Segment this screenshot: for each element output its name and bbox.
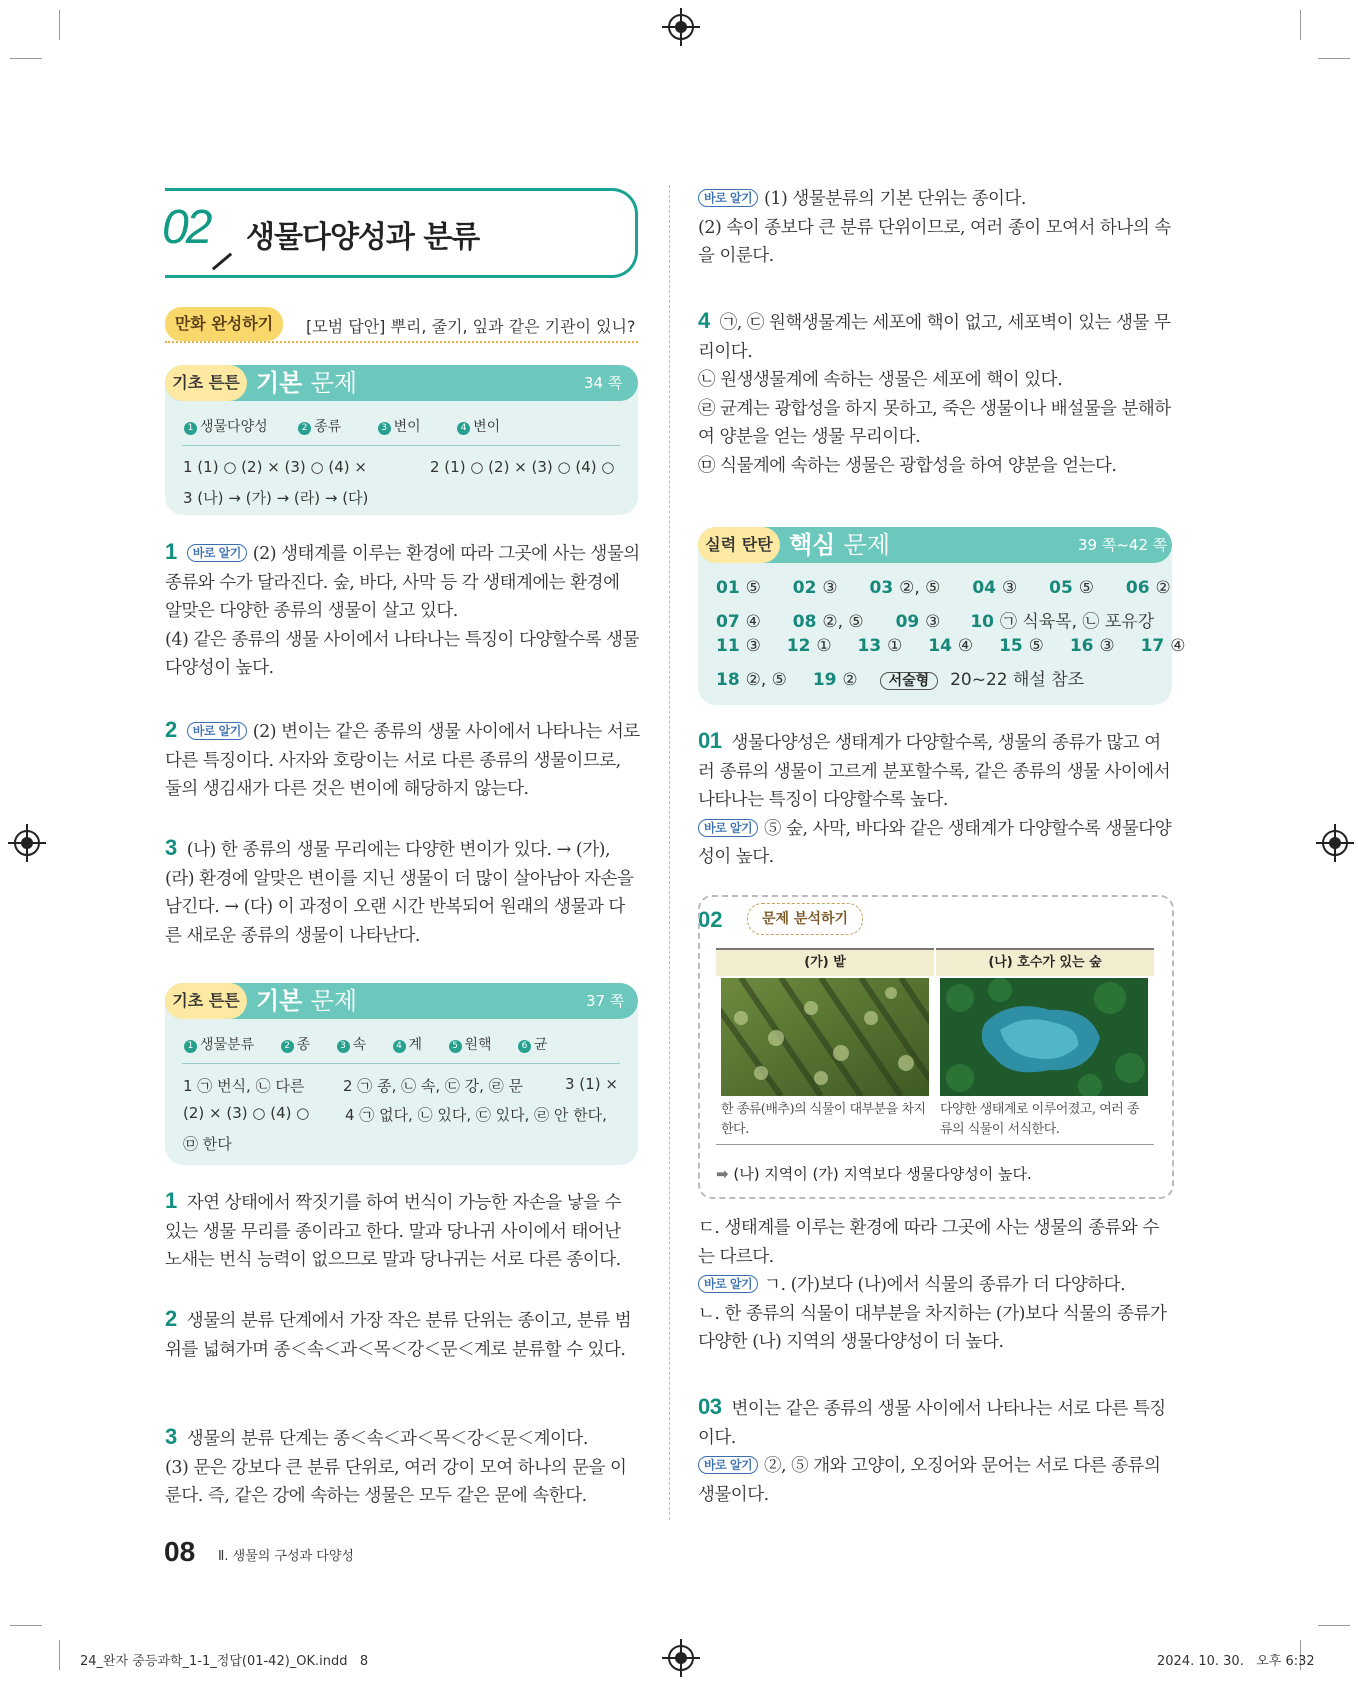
basic1-keywords: 1 생물다양성 2 종류 3 변이 4 변이 <box>184 416 500 436</box>
basic1-answer-1: 1 (1) ○ (2) × (3) ○ (4) × <box>183 458 367 476</box>
essay-ref: 20~22 해설 참조 <box>950 670 1085 690</box>
left-answer-b2: 2 생물의 분류 단계에서 가장 작은 분류 단위는 종이고, 분류 범위를 넓혀가며 종＜속＜과＜목＜강＜문＜계로 분류할 수 있다. <box>165 1306 632 1360</box>
chapter-title: 생물다양성과 분류 <box>246 220 480 255</box>
conclusion: ➡ (나) 지역이 (가) 지역보다 생물다양성이 높다. <box>716 1165 1032 1183</box>
col-b-note: 다양한 생태계로 이루어졌고, 여러 종류의 식물이 서식한다. <box>940 1102 1140 1137</box>
crop-mark <box>1318 58 1350 59</box>
col-a-header: (가) 밭 <box>716 948 934 976</box>
left-answer-3: 3 (나) 한 종류의 생물 무리에는 다양한 변이가 있다. → (가), (라) 환경에 알맞은 변이를 지닌 생물이 더 많이 살아남아 자손을 남긴다. → (다) 이 과정이 오랜 시간 반복되어 원래의 생물과 다른 새로운 종류의 생물이 나타난다. <box>165 835 634 946</box>
page-number: 08 <box>164 1536 196 1567</box>
crop-mark <box>10 58 42 59</box>
basic2-answer-1: 1 ㉠ 번식, ㉡ 다른 <box>183 1077 305 1095</box>
field-photo <box>721 978 929 1096</box>
right-answer-4: 4 ㉠, ㉢ 원핵생물계는 세포에 핵이 없고, 세포벽이 있는 생물 무리이다. ㉡ 원생생물계에 속하는 생물은 세포에 핵이 있다. ㉣ 균계는 광합성을 하지 못하고, 죽은 생물이나 배설물을 분해하여 양분을 얻는 생물 무리이다. ㉤ 식물계에 속하는 생물은 광합성을 하여 양분을 얻는다. <box>698 308 1171 476</box>
basic2-page: 37 쪽 <box>586 992 625 1010</box>
slug-date: 2024. 10. 30. 오후 6:32 <box>1157 1654 1315 1669</box>
basic2-answer-5: 4 ㉠ 없다, ㉡ 있다, ㉢ 있다, ㉣ 안 한다, <box>345 1106 607 1124</box>
left-answer-b1: 1 자연 상태에서 짝짓기를 하여 번식이 가능한 자손을 낳을 수 있는 생물 무리를 종이라고 한다. 말과 당나귀 사이에서 태어난 노새는 번식 능력이 없으므로 말과 당나귀는 서로 다른 종이다. <box>165 1188 621 1270</box>
crop-mark <box>1318 1625 1350 1626</box>
basic2-name: 기본 문제 <box>256 987 358 1015</box>
manhwa-tag: 만화 완성하기 <box>165 307 283 341</box>
basic2-keywords: 1 생물분류 2 종 3 속 4 계 5 원핵 6 균 <box>184 1034 548 1054</box>
basic1-answer-3: 3 (나) → (가) → (라) → (다) <box>183 489 369 507</box>
analysis-tag: 문제 분석하기 <box>747 903 863 935</box>
column-divider <box>669 185 670 1520</box>
manhwa-answer: [모범 답안] 뿌리, 줄기, 잎과 같은 기관이 있니? <box>306 317 636 336</box>
crop-mark <box>59 1640 60 1670</box>
table-bottom-rule <box>716 1144 1154 1145</box>
basic2-tag: 기초 튼튼 <box>165 983 247 1019</box>
manhwa-underline <box>165 341 638 343</box>
lake-forest-photo <box>940 978 1148 1096</box>
right-answer-03: 03 변이는 같은 종류의 생물 사이에서 나타나는 서로 다른 특징이다. 바로 알기 ②, ⑤ 개와 고양이, 오징어와 문어는 서로 다른 종류의 생물이다. <box>698 1394 1166 1505</box>
basic1-divider <box>182 445 620 446</box>
crop-mark <box>1300 10 1301 40</box>
col-a-note: 한 종류(배추)의 식물이 대부분을 차지한다. <box>721 1102 926 1137</box>
basic2-answer-6: ㉤ 한다 <box>183 1135 232 1153</box>
left-answer-1: 1 바로 알기 (2) 생태계를 이루는 환경에 따라 그곳에 사는 생물의 종류와 수가 달라진다. 숲, 바다, 사막 등 각 생태계에는 환경에 알맞은 다양한 종류의 생물이 살고 있다. (4) 같은 종류의 생물 사이에서 나타나는 특징이 다양할수록 생물다양성이 높다. <box>165 539 640 678</box>
right-answer-01: 01 생물다양성은 생태계가 다양할수록, 생물의 종류가 많고 여러 종류의 생물이 고르게 분포할수록, 같은 종류의 생물 사이에서 나타나는 특징이 다양할수록 높다. 바로 알기 ⑤ 숲, 사막, 바다와 같은 생태계가 다양할수록 생물다양성이 높다. <box>698 728 1172 867</box>
basic2-answer-3: 3 (1) × <box>565 1075 618 1093</box>
registration-mark <box>14 830 40 856</box>
unit-title: Ⅱ. 생물의 구성과 다양성 <box>218 1549 354 1564</box>
right-top-answer: 바로 알기 (1) 생물분류의 기본 단위는 종이다. (2) 속이 종보다 큰 분류 단위이므로, 여러 종이 모여서 하나의 속을 이룬다. <box>698 189 1171 266</box>
core-row-1: 01 ⑤ 02 ③ 03 ②, ⑤ 04 ③ 05 ⑤ 06 ② <box>716 578 1171 598</box>
chapter-number: 02 <box>162 201 210 254</box>
basic2-answer-4: (2) × (3) ○ (4) ○ <box>183 1104 310 1122</box>
registration-mark <box>668 1645 694 1671</box>
col-b-header: (나) 호수가 있는 숲 <box>936 948 1154 976</box>
crop-mark <box>59 10 60 40</box>
registration-mark <box>668 14 694 40</box>
arrow-icon: ➡ <box>716 1165 729 1183</box>
core-tag: 실력 탄탄 <box>698 527 780 563</box>
right-answer-02: ㄷ. 생태계를 이루는 환경에 따라 그곳에 사는 생물의 종류와 수는 다르다. 바로 알기 ㄱ. (가)보다 (나)에서 식물의 종류가 더 다양하다. ㄴ. 한 종류의 식물이 대부분을 차지하는 (가)보다 식물의 종류가 다양한 (나) 지역의 생물다양성이 더 높다. <box>698 1218 1167 1352</box>
essay-tag: 서술형 <box>880 672 939 690</box>
core-page: 39 쪽~42 쪽 <box>1078 536 1168 554</box>
basic1-answer-2: 2 (1) ○ (2) × (3) ○ (4) ○ <box>430 458 615 476</box>
basic1-name: 기본 문제 <box>256 369 358 397</box>
q02-number: 02 <box>698 907 723 932</box>
basic1-page: 34 쪽 <box>584 374 623 392</box>
core-row-3: 11 ③ 12 ① 13 ① 14 ④ 15 ⑤ 16 ③ 17 ④ <box>716 636 1186 656</box>
left-answer-b3: 3 생물의 분류 단계는 종＜속＜과＜목＜강＜문＜계이다. (3) 문은 강보다 큰 분류 단위로, 여러 강이 모여 하나의 문을 이룬다. 즉, 같은 강에 속하는 생물은 모두 같은 문에 속한다. <box>165 1424 627 1506</box>
left-answer-2: 2 바로 알기 (2) 변이는 같은 종류의 생물 사이에서 나타나는 서로 다른 특징이다. 사자와 호랑이는 서로 다른 종류의 생물이므로, 둘의 생김새가 다른 것은 변이에 해당하지 않는다. <box>165 717 640 799</box>
core-row-2: 07 ④ 08 ②, ⑤ 09 ③ 10 ㉠ 식육목, ㉡ 포유강 <box>716 612 1155 632</box>
basic2-answer-2: 2 ㉠ 종, ㉡ 속, ㉢ 강, ㉣ 문 <box>343 1077 523 1095</box>
crop-mark <box>10 1625 42 1626</box>
slug-file: 24_완자 중등과학_1-1_정답(01-42)_OK.indd 8 <box>80 1654 369 1669</box>
basic2-divider <box>182 1063 620 1064</box>
core-row-4: 18 ②, ⑤ 19 ② 서술형 20~22 해설 참조 <box>716 670 1085 690</box>
basic1-tag: 기초 튼튼 <box>165 365 247 401</box>
registration-mark <box>1322 830 1348 856</box>
core-name: 핵심 문제 <box>789 531 891 559</box>
